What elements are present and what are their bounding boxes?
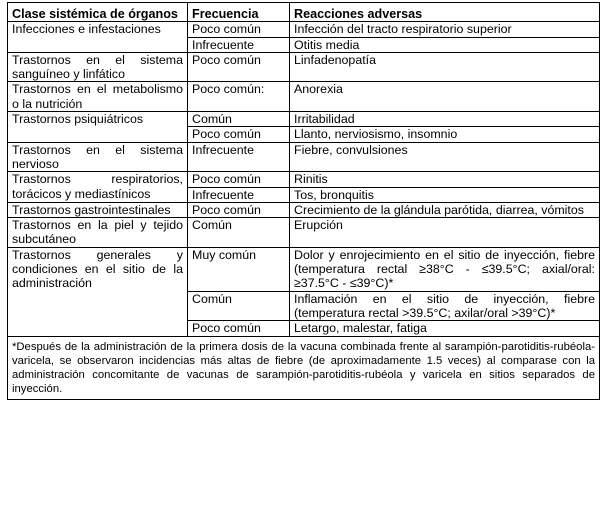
table-row bbox=[8, 247, 600, 291]
reaction-cell: Rinitis bbox=[290, 172, 600, 187]
frequency-cell: Común bbox=[188, 218, 290, 248]
table-row bbox=[8, 112, 600, 127]
soc-cell: Trastornos generales y condiciones en el sitio de la administración bbox=[8, 247, 188, 336]
soc-cell: Trastornos en el sistema nervioso bbox=[8, 142, 188, 172]
header-adverse-reactions: Reacciones adversas bbox=[290, 3, 600, 22]
table-row bbox=[8, 172, 600, 187]
soc-cell: Trastornos psiquiátricos bbox=[8, 112, 188, 143]
frequency-cell: Infrecuente bbox=[188, 187, 290, 202]
adverse-reactions-table bbox=[7, 2, 600, 400]
frequency-cell: Infrecuente bbox=[188, 142, 290, 172]
frequency-cell: Infrecuente bbox=[188, 37, 290, 52]
soc-cell: Trastornos en el sistema sanguíneo y linfático bbox=[8, 52, 188, 82]
reaction-cell: Dolor y enrojecimiento en el sitio de inyección, fiebre (temperatura rectal ≥38°C - ≤39.5°C; axial/oral: ≥37.5°C - ≤39°C)* bbox=[290, 247, 600, 291]
footnote: *Después de la administración de la primera dosis de la vacuna combinada frente al sarampión-parotiditis-rubéola-varicela, se observaron incidencias más altas de fiebre (de aproximadamente 1.5 veces) al comparase con la administración concomitante de vacunas de sarampión-parotiditis-rubéola y varicela en sitios separados de inyección. bbox=[8, 336, 600, 399]
frequency-cell: Poco común bbox=[188, 321, 290, 336]
reaction-cell: Infección del tracto respiratorio superior bbox=[290, 22, 600, 37]
header-frequency: Frecuencia bbox=[188, 3, 290, 22]
reaction-cell: Inflamación en el sitio de inyección, fiebre (temperatura rectal >39.5°C; axilar/oral >39°C)* bbox=[290, 291, 600, 321]
reaction-cell: Linfadenopatía bbox=[290, 52, 600, 82]
table-row bbox=[8, 142, 600, 172]
frequency-cell: Poco común bbox=[188, 202, 290, 217]
reaction-cell: Fiebre, convulsiones bbox=[290, 142, 600, 172]
soc-cell: Trastornos respiratorios, torácicos y mediastínicos bbox=[8, 172, 188, 203]
soc-cell: Trastornos gastrointestinales bbox=[8, 202, 188, 217]
reaction-cell: Irritabilidad bbox=[290, 112, 600, 127]
table-row bbox=[8, 82, 600, 112]
frequency-cell: Poco común bbox=[188, 127, 290, 142]
table-row bbox=[8, 52, 600, 82]
soc-cell: Trastornos en el metabolismo o la nutrición bbox=[8, 82, 188, 112]
reaction-cell: Erupción bbox=[290, 218, 600, 248]
table-row bbox=[8, 22, 600, 37]
frequency-cell: Poco común: bbox=[188, 82, 290, 112]
reaction-cell: Llanto, nerviosismo, insomnio bbox=[290, 127, 600, 142]
soc-cell: Trastornos en la piel y tejido subcutáneo bbox=[8, 218, 188, 248]
header-soc: Clase sistémica de órganos bbox=[8, 3, 188, 22]
footnote-row bbox=[8, 336, 600, 399]
reaction-cell: Crecimiento de la glándula parótida, diarrea, vómitos bbox=[290, 202, 600, 217]
reaction-cell: Anorexia bbox=[290, 82, 600, 112]
frequency-cell: Común bbox=[188, 112, 290, 127]
reaction-cell: Tos, bronquitis bbox=[290, 187, 600, 202]
adverse-reactions-document bbox=[7, 2, 599, 400]
soc-cell: Infecciones e infestaciones bbox=[8, 22, 188, 53]
table-row bbox=[8, 218, 600, 248]
frequency-cell: Poco común bbox=[188, 172, 290, 187]
frequency-cell: Poco común bbox=[188, 52, 290, 82]
reaction-cell: Otitis media bbox=[290, 37, 600, 52]
reaction-cell: Letargo, malestar, fatiga bbox=[290, 321, 600, 336]
frequency-cell: Muy común bbox=[188, 247, 290, 291]
frequency-cell: Poco común bbox=[188, 22, 290, 37]
header-row bbox=[8, 3, 600, 22]
table-row bbox=[8, 202, 600, 217]
frequency-cell: Común bbox=[188, 291, 290, 321]
